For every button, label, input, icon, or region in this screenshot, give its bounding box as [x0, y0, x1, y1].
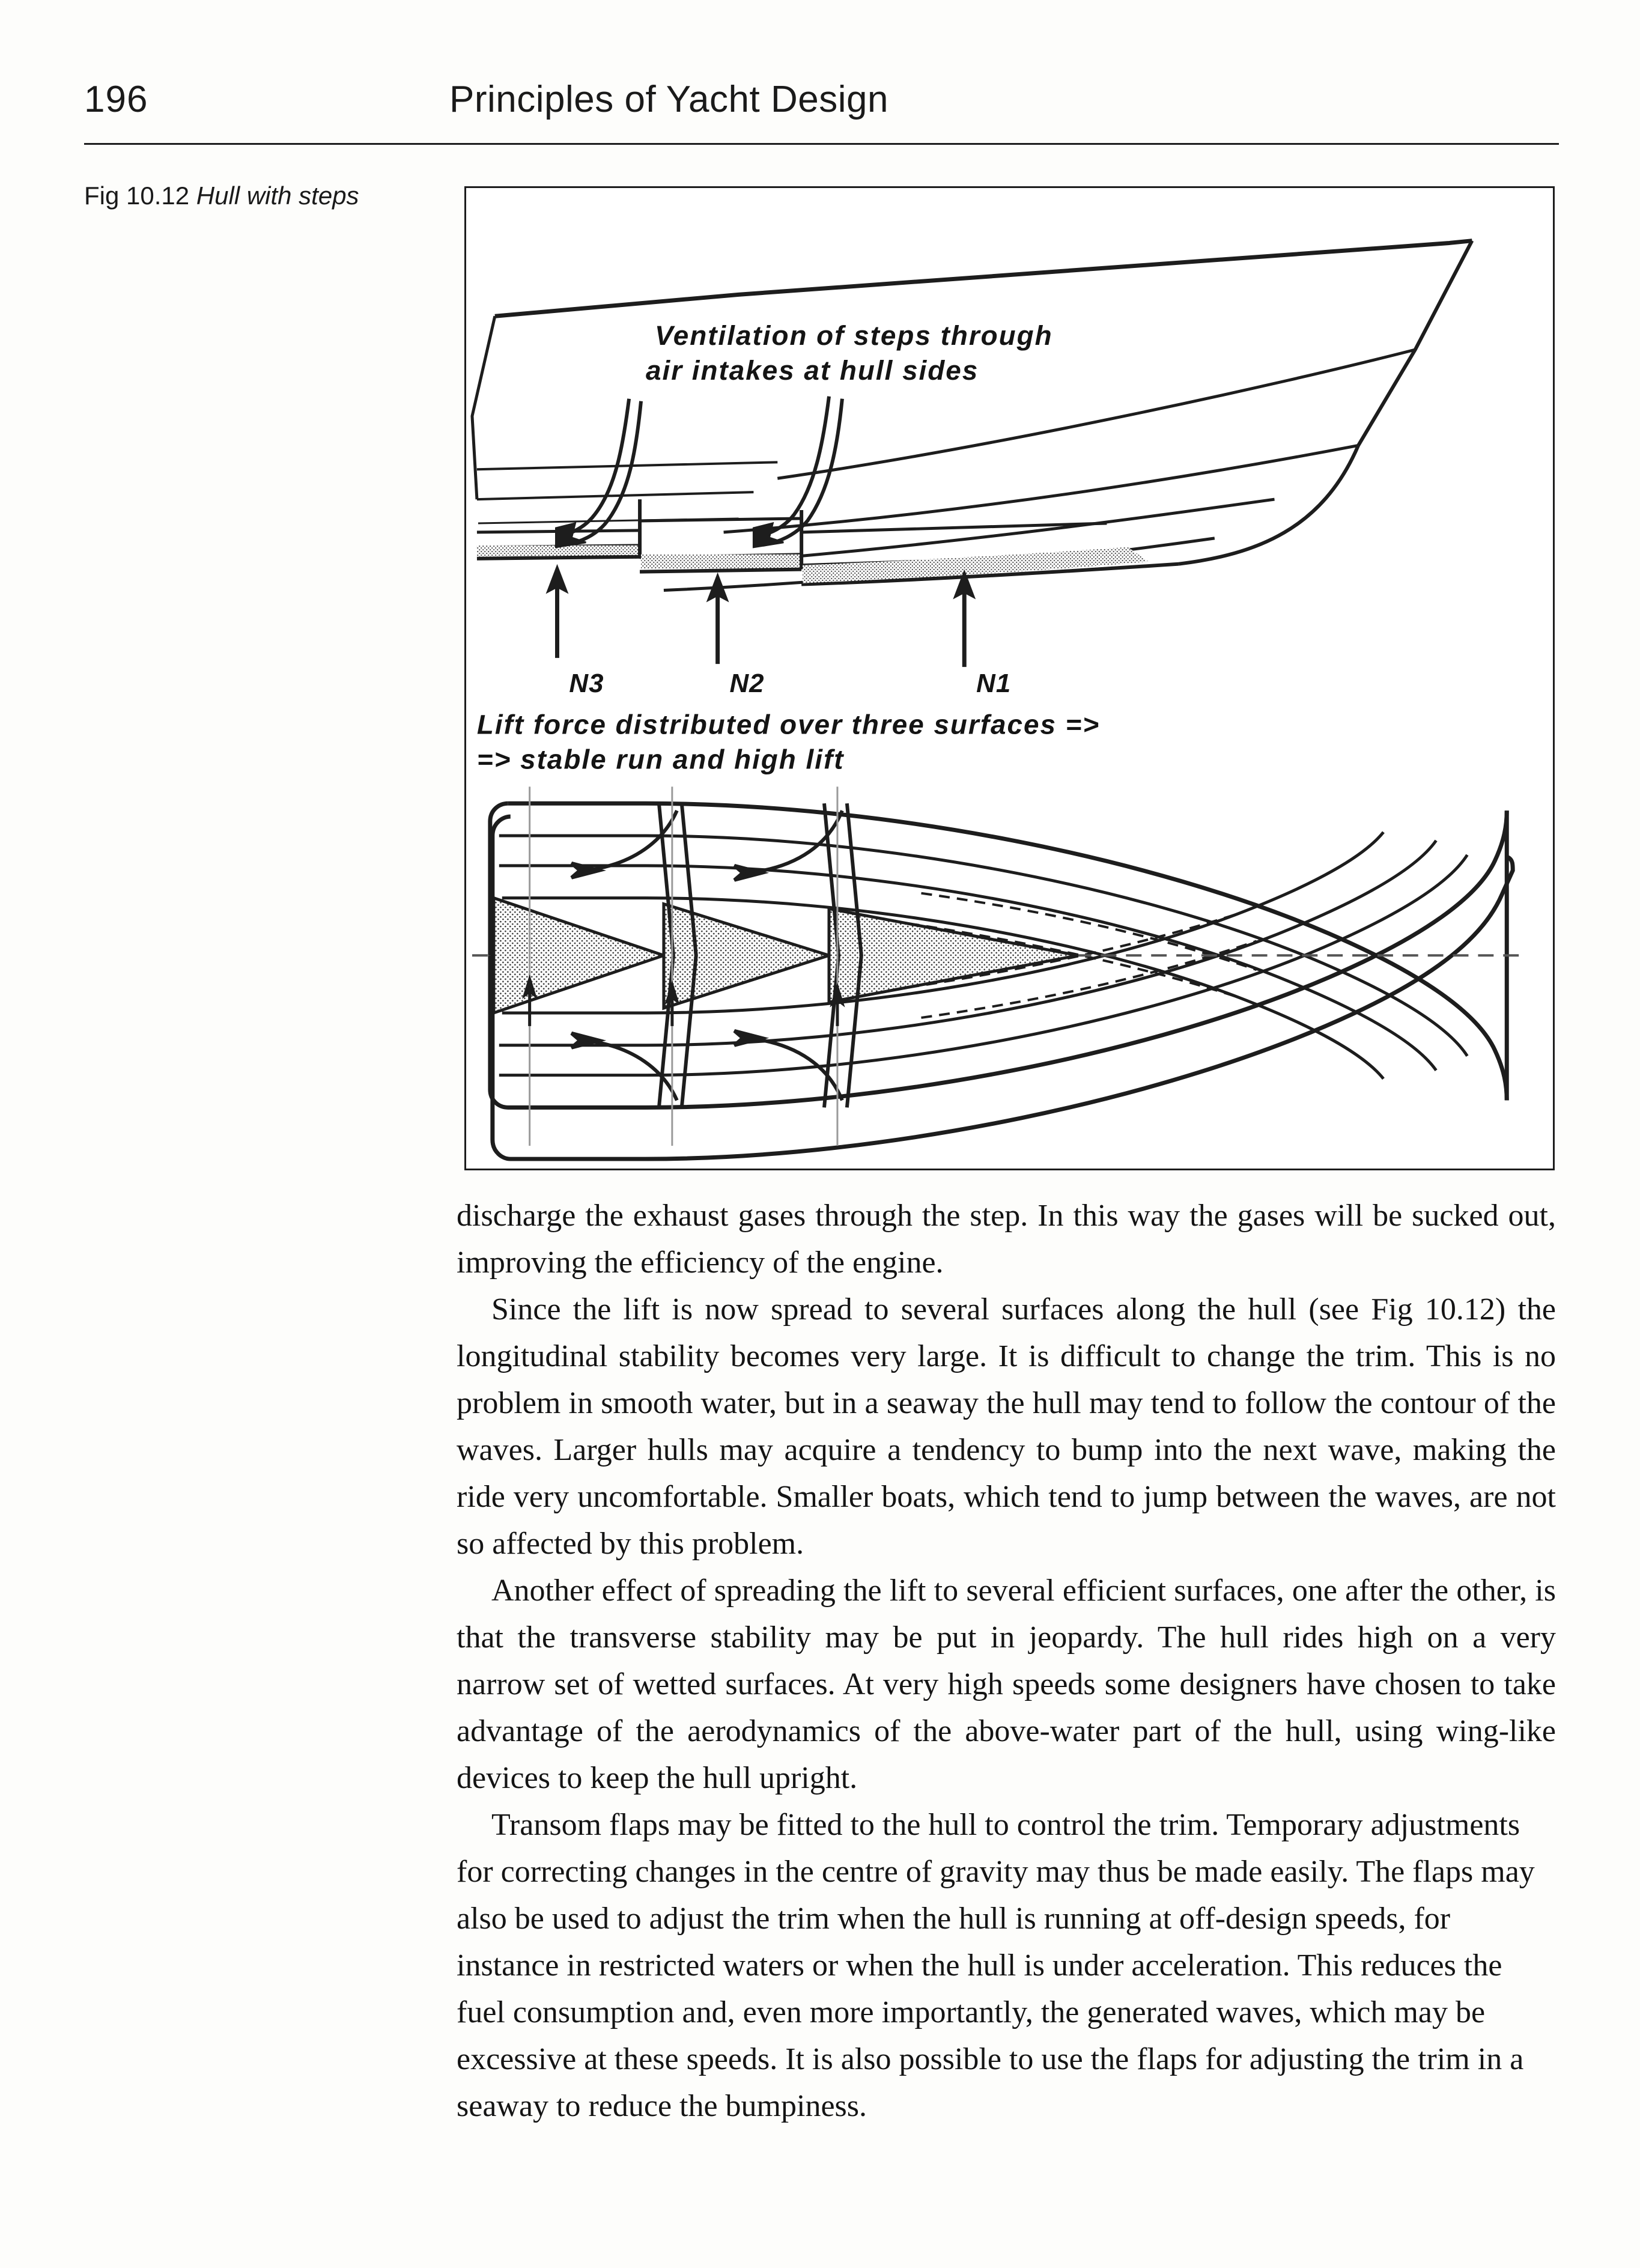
- paragraph-1: discharge the exhaust gases through the step. In this way the gases will be sucked out, improving the efficiency of the engine.: [457, 1199, 1556, 1280]
- body-copy: [457, 1193, 1556, 2130]
- hull-with-steps-drawing: [466, 188, 1553, 1169]
- lift-note-line1: Lift force distributed over three surfaces =>: [476, 709, 1101, 740]
- profile-annotation-line1: Ventilation of steps through: [654, 320, 1053, 351]
- paragraph-2: Since the lift is now spread to several surfaces along the hull (see Fig 10.12) the longitudinal stability becomes very large. It is difficult to change the trim. This is no problem in smooth water, but in a seaway the hull may tend to follow the contour of the waves. Larger hulls may acquire a tendency to bump into the next wave, making the ride very uncomfortable. Smaller boats, which tend to jump between the waves, are not so affected by this problem.: [457, 1292, 1556, 1561]
- page-number: 196: [84, 79, 148, 120]
- running-head: [0, 78, 1640, 132]
- figure-caption-number: Fig 10.12: [84, 181, 196, 210]
- profile-annotation-line2: air intakes at hull sides: [646, 354, 979, 386]
- book-title: Principles of Yacht Design: [449, 79, 888, 120]
- figure-frame: [464, 186, 1555, 1170]
- step-label-n1: N1: [976, 668, 1012, 698]
- step-label-n3: N3: [569, 668, 604, 698]
- paragraph-4: Transom flaps may be fitted to the hull to control the trim. Temporary adjustments for correcting changes in the centre of gravity may thus be made easily. The flaps may also be used to adjust the trim when the hull is running at off-design speeds, for instance in restricted waters or when the hull is under acceleration. This reduces the fuel consumption and, even more importantly, the generated waves, which may be excessive at these speeds. It is also possible to use the flaps for adjusting the trim in a seaway to reduce the bumpiness.: [457, 1808, 1535, 2123]
- figure-caption-title: Hull with steps: [196, 181, 359, 210]
- lift-note-line2: => stable run and high lift: [476, 744, 845, 775]
- figure-caption: [84, 180, 445, 212]
- profile-view: [472, 241, 1472, 667]
- paragraph-3: Another effect of spreading the lift to several efficient surfaces, one after the other, is that the transverse stability may be put in jeopardy. The hull rides high on a very narrow set of wetted surfaces. At very high speeds some designers have chosen to take advantage of the aerodynamics of the above-water part of the hull, using wing-like devices to keep the hull upright.: [457, 1573, 1556, 1795]
- header-rule: [84, 143, 1559, 145]
- plan-view: [472, 778, 1520, 1159]
- step-label-n2: N2: [729, 668, 765, 698]
